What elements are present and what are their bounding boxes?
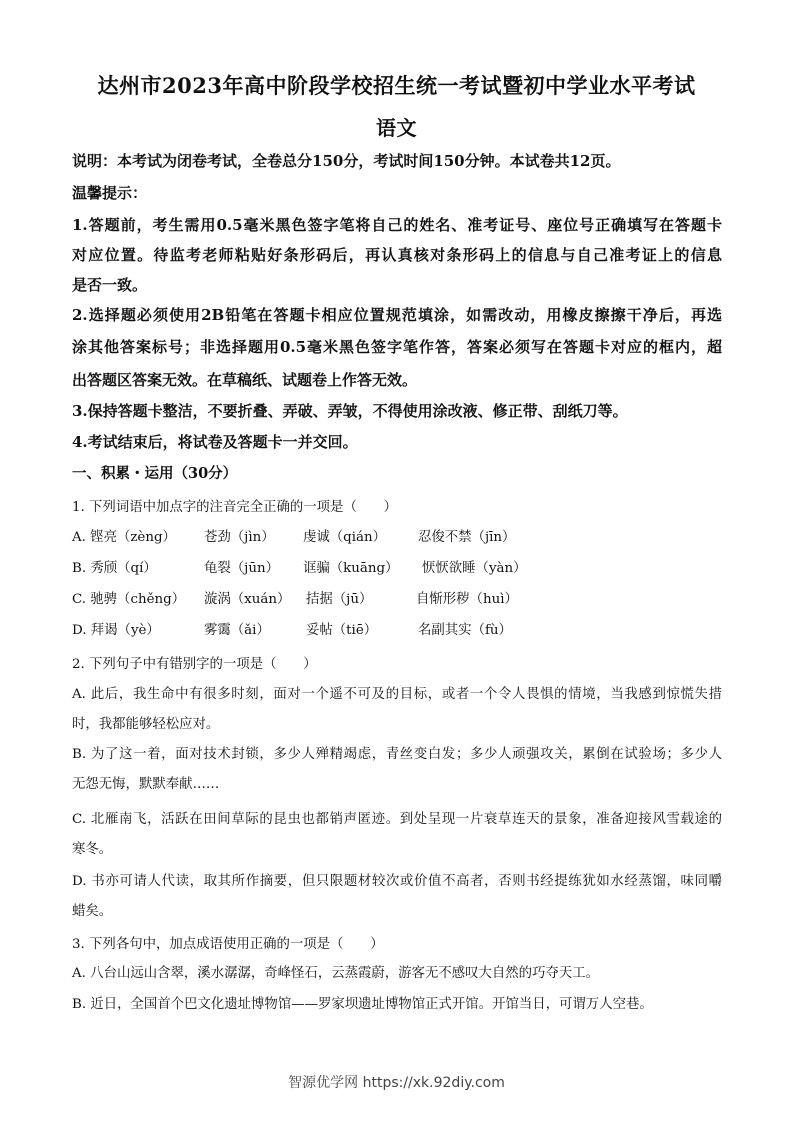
q3-option-a: A. 八台山远山含翠，溪水潺潺，奇峰怪石，云蒸霞蔚，游客无不感叹大自然的巧夺天工。 [72,966,600,981]
q2-option-c-line1: C. 北雁南飞，活跃在田间草际的昆虫也都销声匿迹。到处呈现一片衰草连天的景象，准备迎接风雪载途的 [72,812,722,827]
q1-b-word1: B. 秀颀（qí） [72,561,157,576]
q1-c-word3: 拮据（jū） [306,592,373,607]
tip4: 4.考试结束后，将试卷及答题卡一并交回。 [72,433,358,451]
q1-d-word1: D. 拜谒（yè） [72,623,160,638]
footer-watermark: 智源优学网 https://xk.92diy.com [288,1075,505,1091]
q1-c-word1: C. 驰骋（chěng） [72,592,186,607]
q1-c-word4: 自惭形秽（huì） [416,592,518,607]
section-heading: 一、积累・运用（30分） [72,465,238,482]
q1-c-word2: 漩涡（xuán） [204,592,291,607]
tip2-line1: 2.选择题必须使用2B铅笔在答题卡相应位置规范填涂，如需改动，用橡皮擦擦干净后，再选 [72,306,722,324]
exam-note: 说明：本考试为闭卷考试，全卷总分150分，考试时间150分钟。本试卷共12页。 [72,152,621,170]
q3-stem: 3. 下列各句中，加点成语使用正确的一项是（ ） [72,937,384,952]
q2-option-a-line2: 时，我都能够轻松应对。 [72,717,220,732]
q1-d-word3: 妥帖（tiē） [306,623,378,638]
q1-b-word4: 恹恹欲睡（yàn） [422,561,527,576]
exam-title: 达州市2023年高中阶段学校招生统一考试暨初中学业水平考试 [97,73,696,98]
tip2-line2: 涂其他答案标号；非选择题用0.5毫米黑色签字笔作答，答案必须写在答题卡对应的框内，超 [72,338,722,356]
tip1-line1: 1.答题前，考生需用0.5毫米黑色签字笔将自己的姓名、准考证号、座位号正确填写在答题卡 [72,216,722,234]
q1-a-word4: 忍俊不禁（jīn） [418,530,516,545]
q2-option-b-line2: 无怨无悔，默默奉献…… [72,777,220,792]
q2-option-d-line2: 蜡矣。 [72,904,113,919]
q2-option-d-line1: D. 书亦可请人代读，取其所作摘要，但只限题材较次或价值不高者，否则书经提练犹如水经蒸馏，味同嚼 [72,874,722,889]
subject-title: 语文 [376,116,417,140]
tip1-line2: 对应位置。待监考老师粘贴好条形码后，再认真核对条形码上的信息与自己准考证上的信息 [72,246,722,264]
q1-b-word2: 龟裂（jūn） [204,561,279,576]
q1-a-word2: 苍劲（jìn） [204,530,275,545]
q1-d-word2: 雾霭（ǎi） [204,623,270,638]
tip1-line3: 是否一致。 [72,276,148,294]
q1-b-word3: 诓骗（kuāng） [303,561,399,576]
q1-a-word3: 虔诚（qián） [303,530,387,545]
tip3: 3.保持答题卡整洁，不要折叠、弄破、弄皱，不得使用涂改液、修正带、刮纸刀等。 [72,402,628,420]
q2-stem: 2. 下列句子中有错别字的一项是（ ） [72,657,317,672]
q1-d-word4: 名副其实（fù） [418,623,512,638]
q1-a-word1: A. 铿亮（zèng） [72,530,176,545]
q2-option-a-line1: A. 此后，我生命中有很多时刻，面对一个遥不可及的目标，或者一个令人畏惧的情境，当我感到惊慌失措 [72,687,722,702]
q3-option-b: B. 近日，全国首个巴文化遗址博物馆——罗家坝遗址博物馆正式开馆。开馆当日，可谓万人空巷。 [72,997,653,1012]
q2-option-c-line2: 寒冬。 [72,842,113,857]
tip2-line3: 出答题区答案无效。在草稿纸、试题卷上作答无效。 [72,371,418,389]
q1-stem: 1. 下列词语中加点字的注音完全正确的一项是（ ） [72,500,398,515]
q2-option-b-line1: B. 为了这一着，面对技术封锁，多少人殚精竭虑，青丝变白发；多少人顽强攻关，累倒在试验场；多少人 [72,747,722,762]
tips-heading: 温馨提示： [72,184,148,202]
